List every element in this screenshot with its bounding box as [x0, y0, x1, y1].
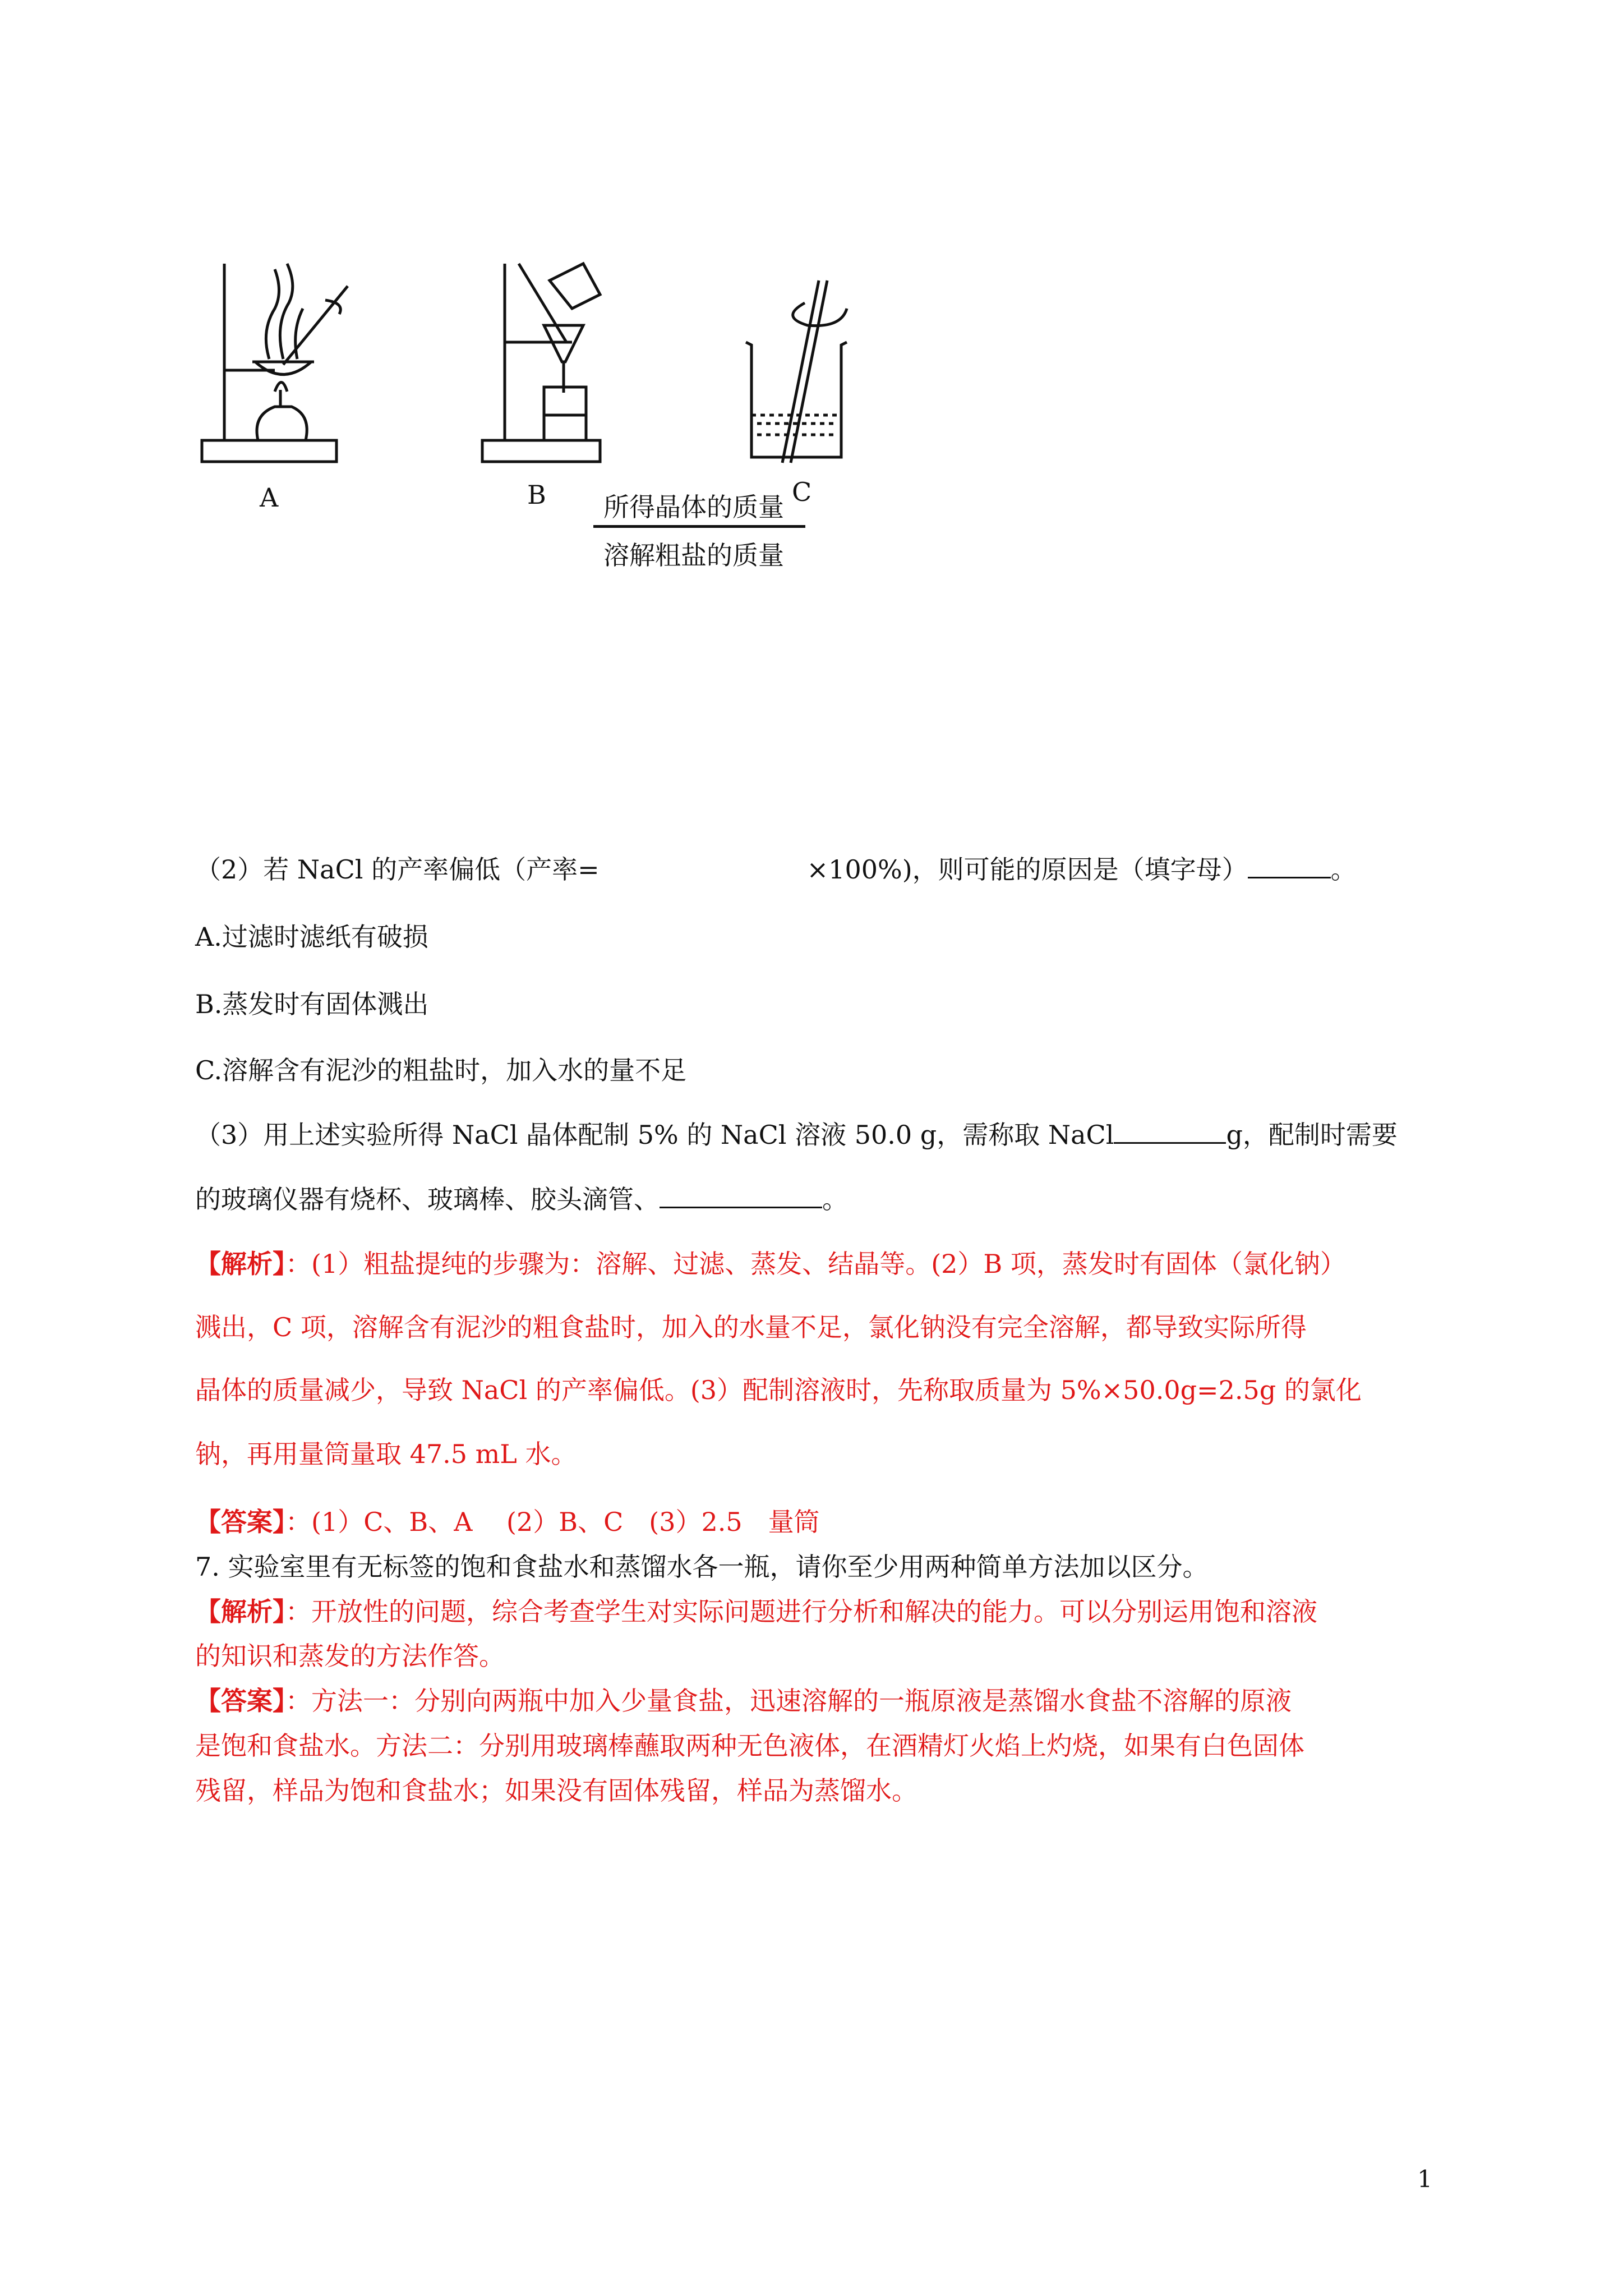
analysis-6-line-1 — [195, 1247, 1346, 1281]
filtration-apparatus-b — [482, 264, 600, 462]
question-3-line-2-text: 的玻璃仪器有烧杯、玻璃棒、胶头滴管、 — [195, 1184, 660, 1214]
analysis-7-line-1 — [195, 1595, 1317, 1628]
analysis-7-line-2: 的知识和蒸发的方法作答。 — [195, 1641, 505, 1671]
question-7: 7. 实验室里有无标签的饱和食盐水和蒸馏水各一瓶，请你至少用两种简单方法加以区分。 — [195, 1552, 1209, 1582]
question-2-text-before: （2）若 NaCl 的产率偏低（产率= — [195, 854, 600, 885]
analysis-6-line-2: 溅出，C 项，溶解含有泥沙的粗食盐时，加入的水量不足，氯化钠没有完全溶解，都导致实际所得 — [195, 1312, 1307, 1342]
answer-blank-2[interactable] — [1248, 872, 1331, 878]
question-2-end: 。 — [1330, 854, 1357, 885]
analysis-6-tag: 【解析】 — [195, 1249, 285, 1279]
question-3-line-2-end: 。 — [822, 1184, 848, 1214]
answer-blank-3b[interactable] — [660, 1202, 822, 1208]
answer-7-line-2: 是饱和食盐水。方法二：分别用玻璃棒蘸取两种无色液体，在酒精灯火焰上灼烧，如果有白色固体 — [195, 1731, 1304, 1761]
answer-7-line-1 — [195, 1684, 1292, 1718]
answer-6-tag: 【答案】 — [195, 1507, 285, 1537]
fraction-bar — [593, 525, 805, 528]
option-b: B.蒸发时有固体溅出 — [195, 989, 429, 1019]
page-number: 1 — [1417, 2165, 1432, 2193]
analysis-6-text-1: ：(1）粗盐提纯的步骤为：溶解、过滤、蒸发、结晶等。(2）B 项，蒸发时有固体（氯化钠） — [285, 1249, 1346, 1279]
fraction-numerator: 所得晶体的质量 — [603, 492, 784, 522]
answer-7-tag: 【答案】 — [195, 1686, 285, 1716]
question-3-line-2 — [195, 1182, 848, 1216]
answer-7-line-3: 残留，样品为饱和食盐水；如果没有固体残留，样品为蒸馏水。 — [195, 1775, 917, 1806]
figure-label-a: A — [260, 482, 279, 513]
dissolving-beaker-c — [746, 280, 847, 463]
figure-label-c: C — [792, 477, 812, 507]
analysis-6-line-4: 钠，再用量筒量取 47.5 mL 水。 — [195, 1439, 577, 1469]
analysis-6-line-3: 晶体的质量减少，导致 NaCl 的产率偏低。(3）配制溶液时，先称取质量为 5%×50.0g=2.5g 的氯化 — [195, 1375, 1362, 1405]
analysis-7-tag: 【解析】 — [195, 1596, 285, 1627]
figure-label-b: B — [527, 480, 546, 510]
analysis-7-text-1: ：开放性的问题，综合考查学生对实际问题进行分析和解决的能力。可以分别运用饱和溶液 — [285, 1596, 1317, 1627]
answer-6-text: ：(1）C、B、A (2）B、C (3）2.5 量筒 — [285, 1507, 820, 1537]
answer-7-text-1: ：方法一：分别向两瓶中加入少量食盐，迅速溶解的一瓶原液是蒸馏水食盐不溶解的原液 — [285, 1686, 1292, 1716]
answer-blank-3a[interactable] — [1114, 1138, 1226, 1144]
option-c: C.溶解含有泥沙的粗盐时，加入水的量不足 — [195, 1055, 687, 1085]
apparatus-figure — [191, 247, 920, 505]
question-2-text-after: ×100%)，则可能的原因是（填字母） — [806, 854, 1248, 885]
question-3-text-after: g，配制时需要 — [1226, 1120, 1398, 1150]
evaporation-apparatus-a — [202, 264, 348, 462]
answer-6 — [195, 1505, 820, 1539]
question-3-line-1 — [195, 1118, 1398, 1152]
question-2 — [195, 853, 1357, 886]
option-a: A.过滤时滤纸有破损 — [195, 922, 428, 952]
fraction-denominator: 溶解粗盐的质量 — [603, 540, 784, 570]
question-3-text-before: （3）用上述实验所得 NaCl 晶体配制 5% 的 NaCl 溶液 50.0 g，需称取 NaCl — [195, 1120, 1114, 1150]
